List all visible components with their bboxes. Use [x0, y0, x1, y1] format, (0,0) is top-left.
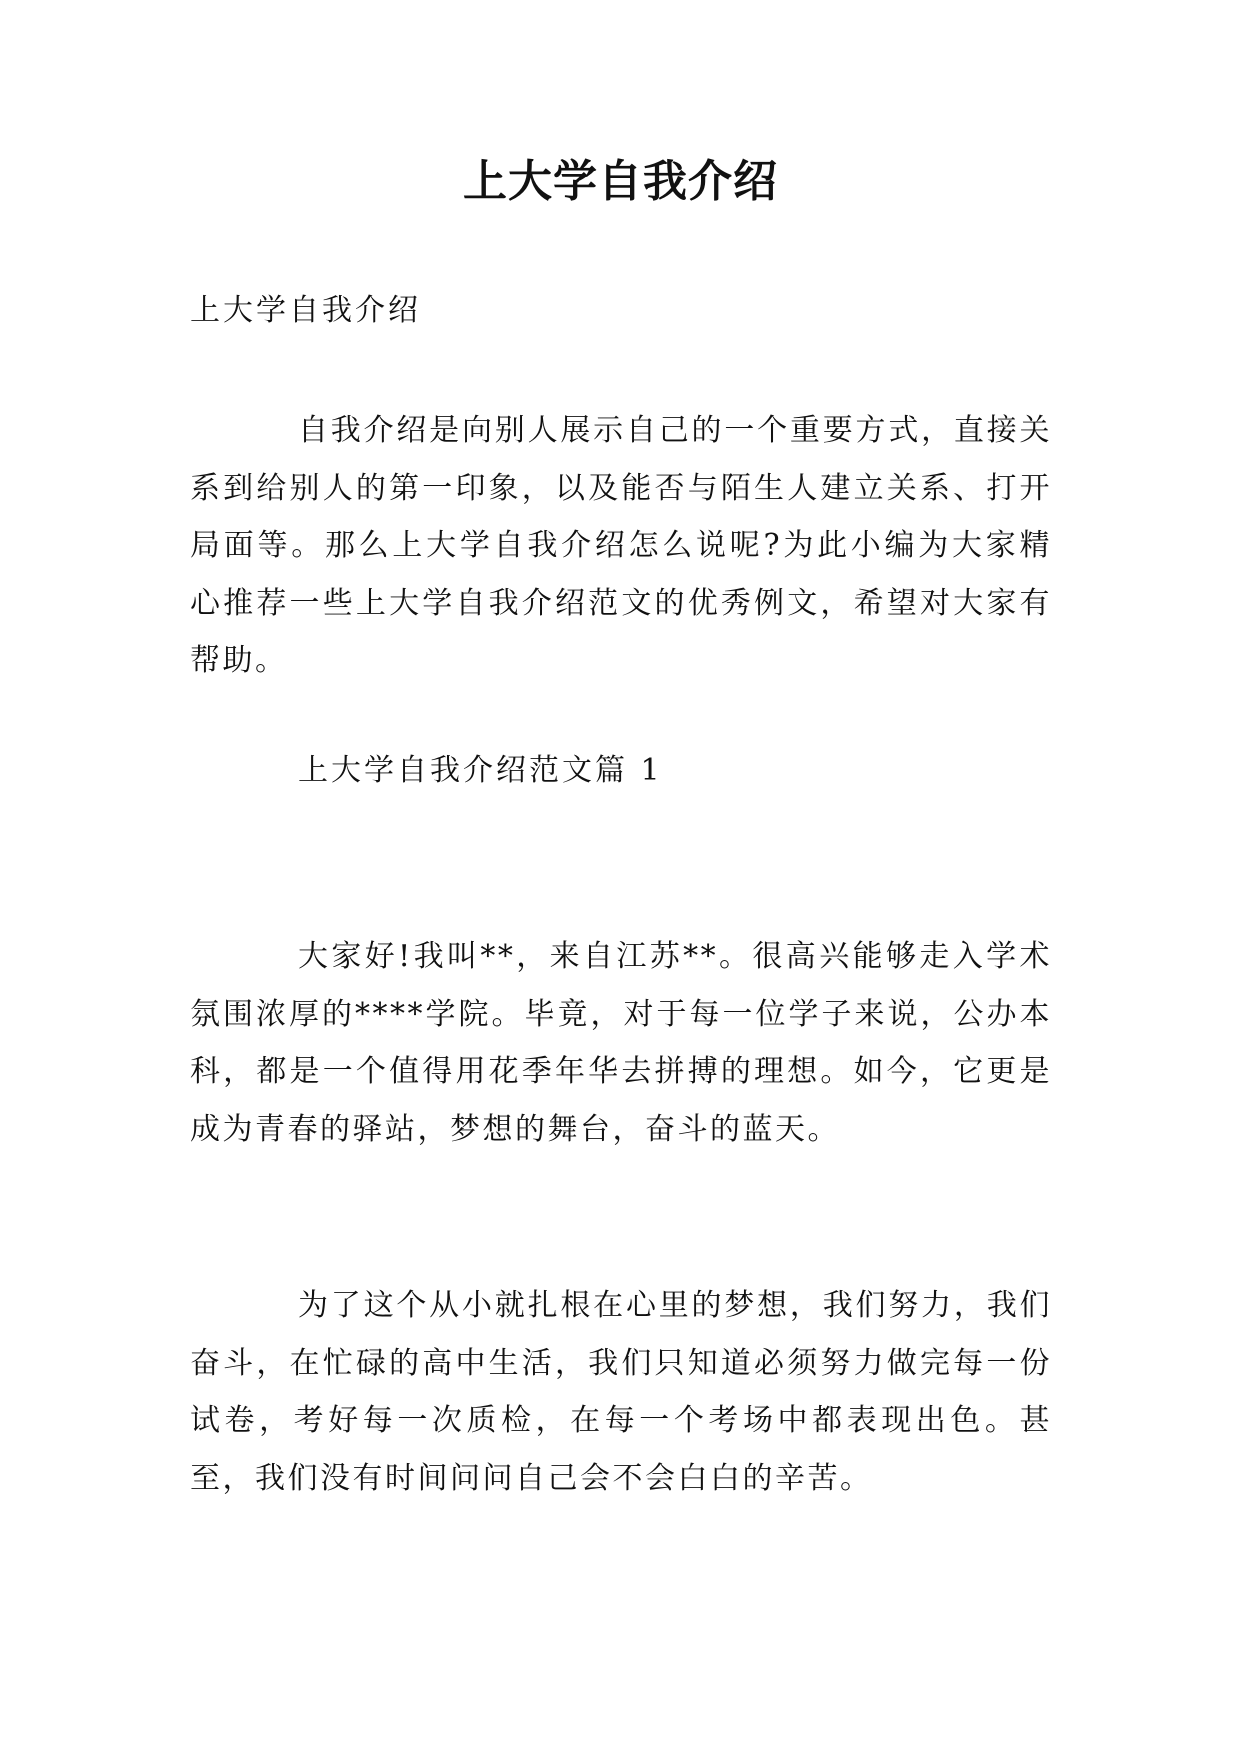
- body-paragraph: 为了这个从小就扎根在心里的梦想，我们努力，我们奋斗，在忙碌的高中生活，我们只知道必须努力做完每一份试卷，考好每一次质检，在每一个考场中都表现出色。甚至，我们没有时间问问自己会不会白白的辛苦。: [190, 1288, 1052, 1496]
- page-title: 上大学自我介绍: [463, 156, 778, 207]
- intro-paragraph: 自我介绍是向别人展示自己的一个重要方式，直接关系到给别人的第一印象，以及能否与陌生人建立关系、打开局面等。那么上大学自我介绍怎么说呢?为此小编为大家精心推荐一些上大学自我介绍范文的优秀例文，希望对大家有帮助。: [190, 413, 1052, 678]
- document-subtitle: 上大学自我介绍: [190, 293, 421, 328]
- section-heading: 上大学自我介绍范文篇 1: [298, 753, 663, 788]
- body-paragraph: 大家好!我叫**，来自江苏**。很高兴能够走入学术氛围浓厚的****学院。毕竟，对于每一位学子来说，公办本科，都是一个值得用花季年华去拼搏的理想。如今，它更是成为青春的驿站，梦想的舞台，奋斗的蓝天。: [190, 939, 1052, 1147]
